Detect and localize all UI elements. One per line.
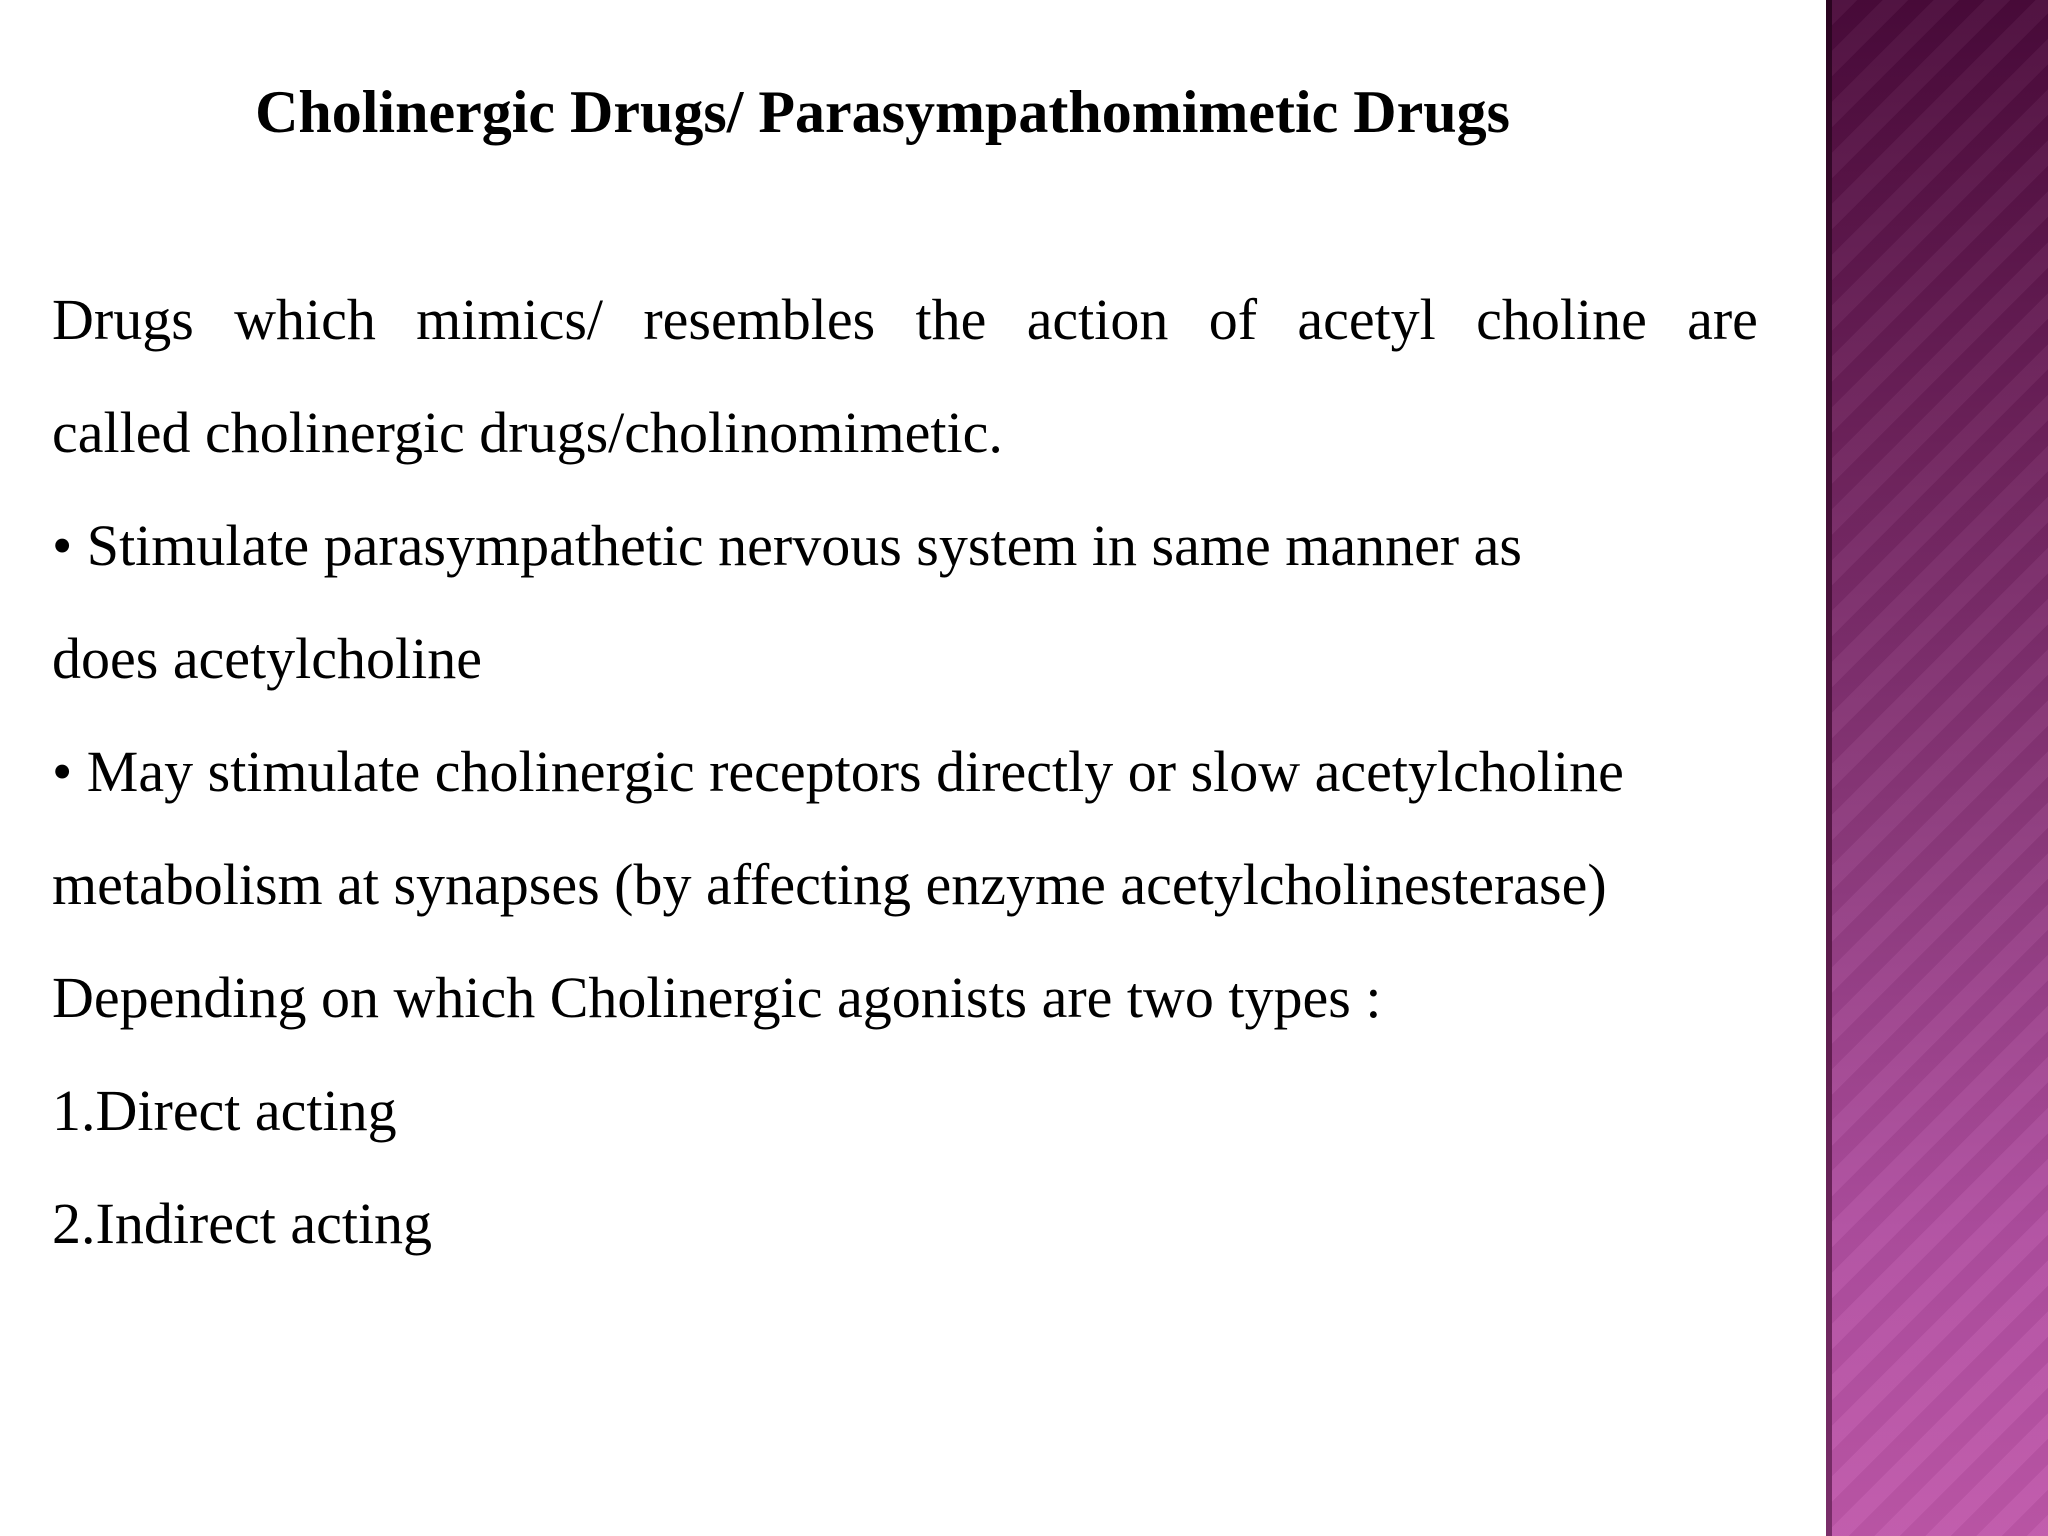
- definition-line-2: called cholinergic drugs/cholinomimetic.: [52, 400, 1003, 465]
- bullet-1-line-1: • Stimulate parasympathetic nervous system in same manner as: [52, 513, 1522, 578]
- bullet-1-line-2: does acetylcholine: [52, 626, 482, 691]
- definition-word: mimics/: [416, 287, 604, 352]
- type-2: 2.Indirect acting: [52, 1191, 433, 1256]
- definition-word: Drugs: [52, 287, 194, 352]
- definition-word: choline: [1476, 287, 1647, 352]
- definition-word: action: [1026, 287, 1169, 352]
- definition-word: which: [234, 287, 376, 352]
- definition-word: the: [915, 287, 987, 352]
- type-1: 1.Direct acting: [52, 1078, 397, 1143]
- bullet-2-line-2: metabolism at synapses (by affecting enzyme acetylcholinesterase): [52, 852, 1607, 917]
- definition-word: resembles: [643, 287, 876, 352]
- definition-word: are: [1687, 287, 1758, 352]
- decorative-sidebar: [1826, 0, 2048, 1536]
- bullet-2-line-1: • May stimulate cholinergic receptors directly or slow acetylcholine: [52, 739, 1624, 804]
- definition-line-1: [52, 284, 1758, 356]
- definition-word: of: [1208, 287, 1258, 352]
- slide-title: Cholinergic Drugs/ Parasympathomimetic Drugs: [255, 79, 1510, 145]
- sidebar-texture: [1832, 0, 2048, 1536]
- definition-word: acetyl: [1297, 287, 1436, 352]
- types-intro: Depending on which Cholinergic agonists are two types :: [52, 965, 1382, 1030]
